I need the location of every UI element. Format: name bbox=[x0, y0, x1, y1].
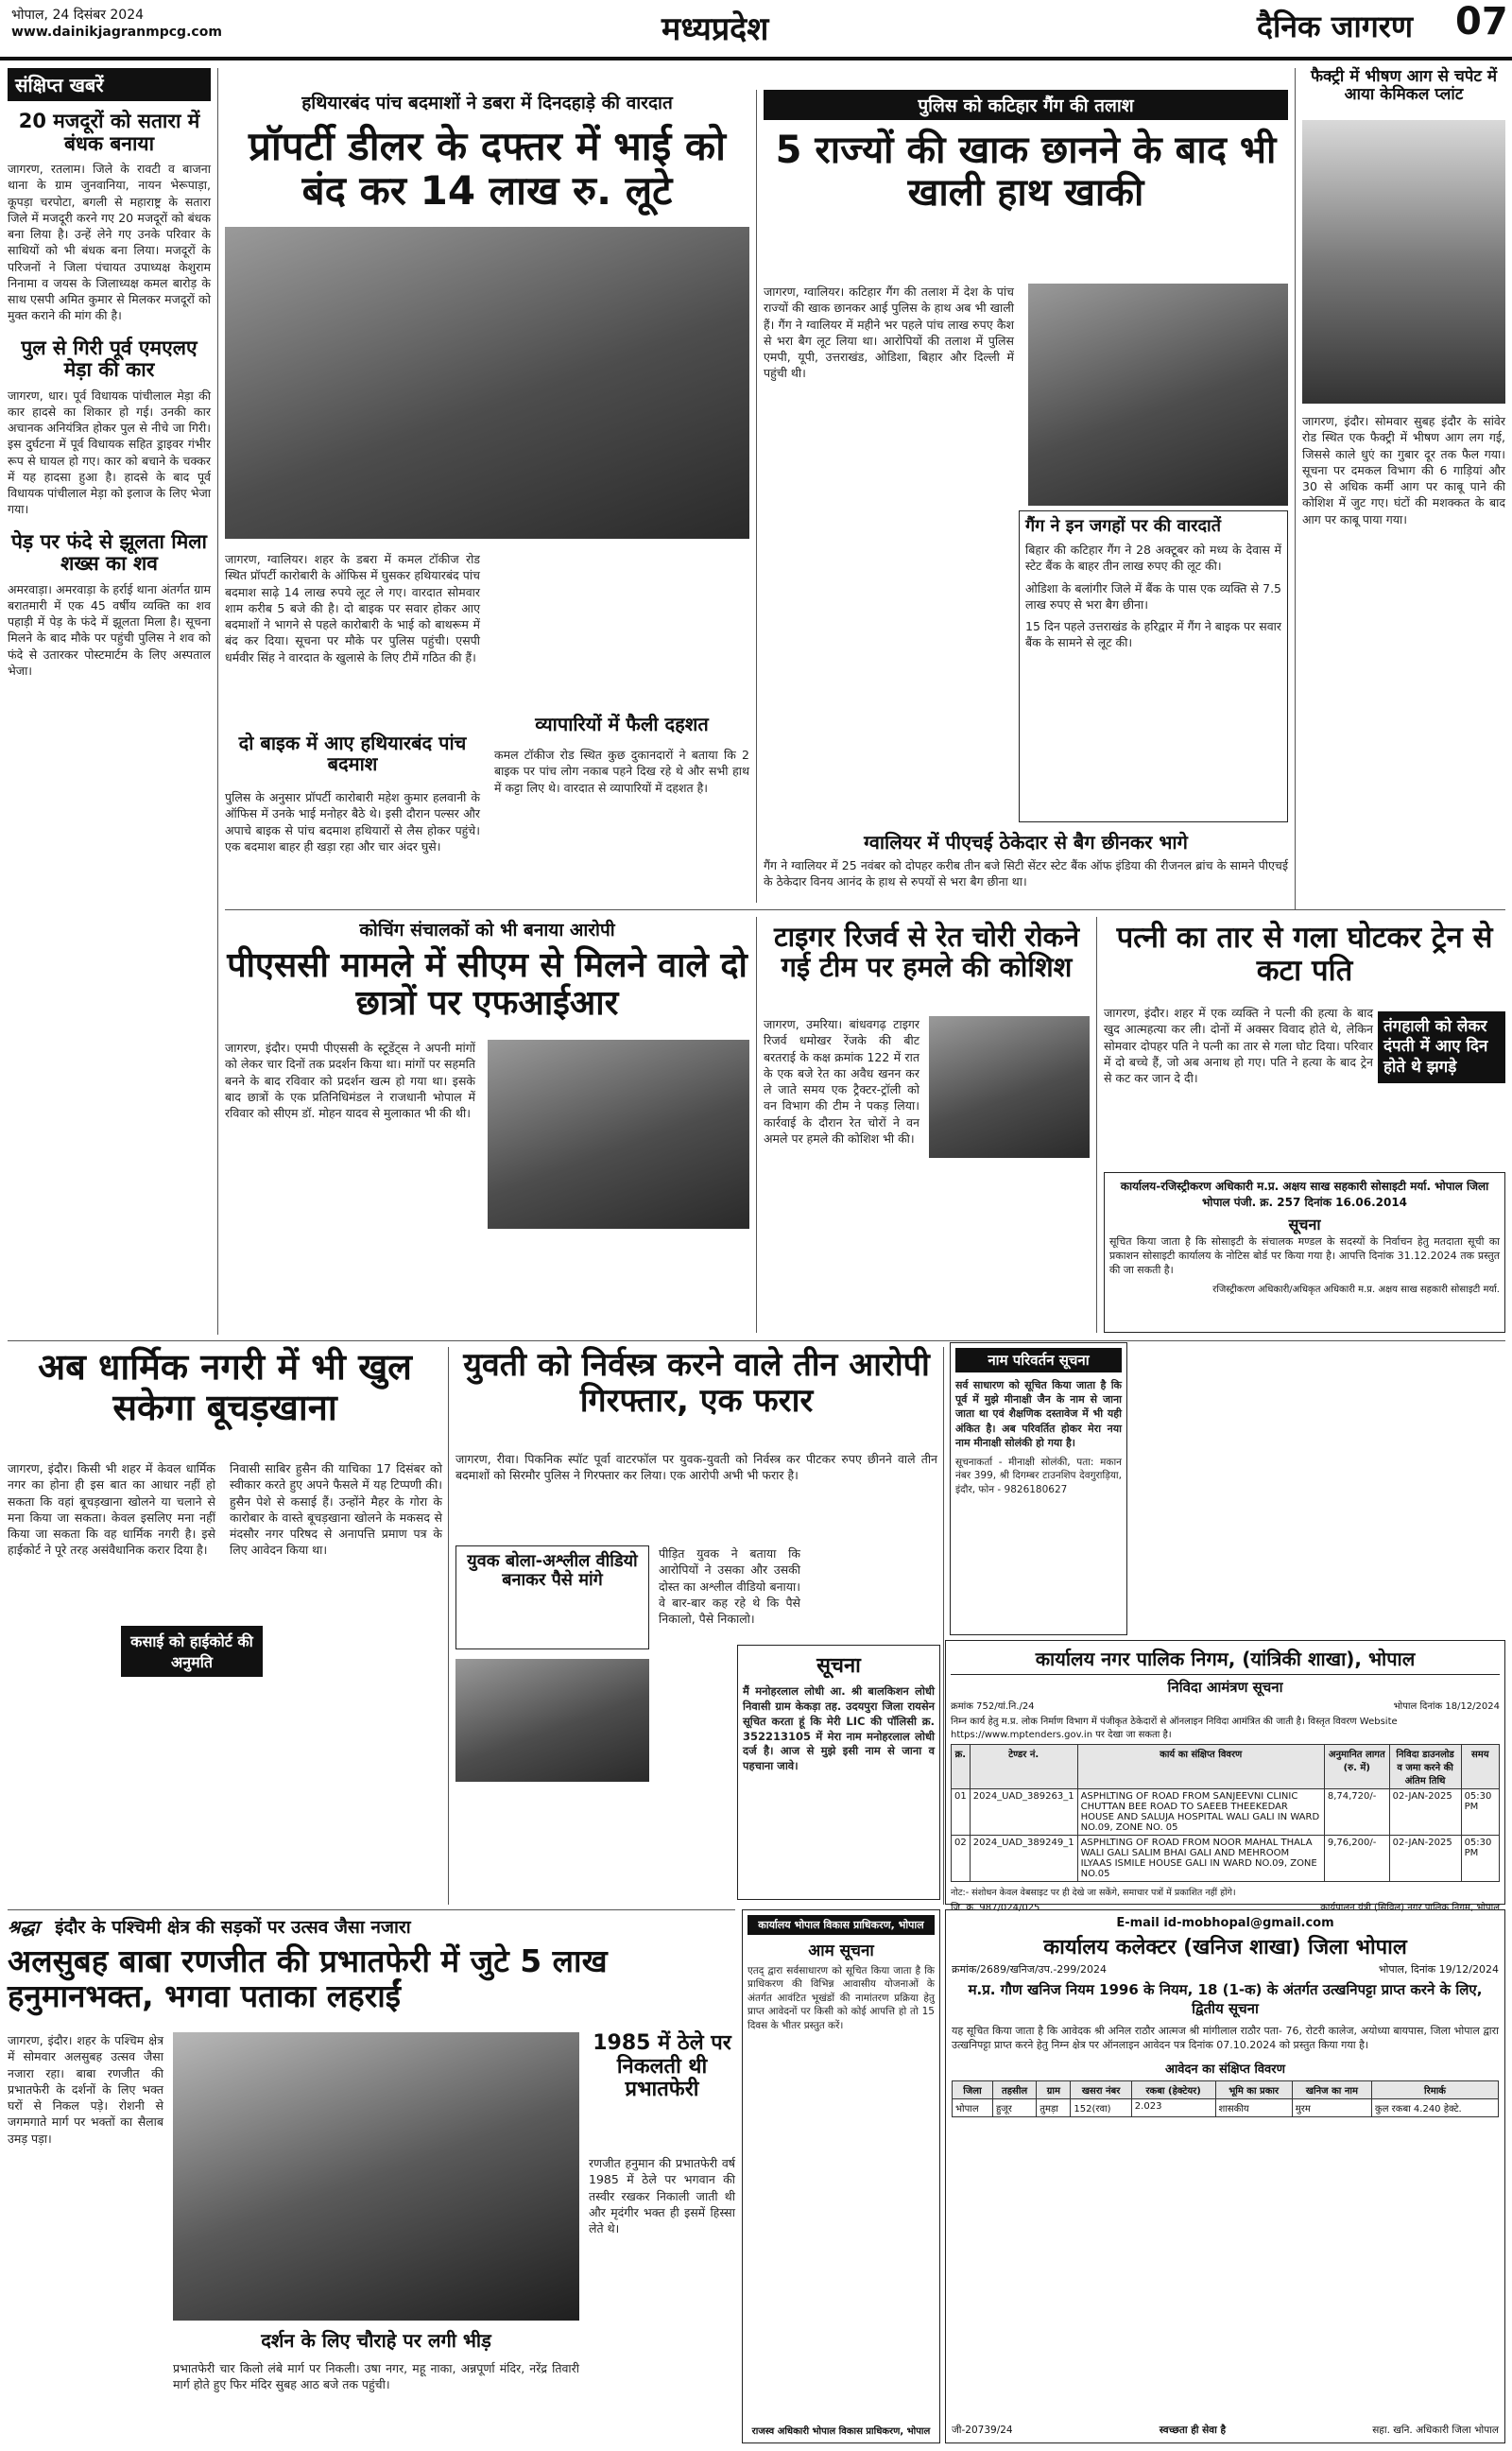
box-item: ओडिशा के बलांगीर जिले में बैंक के पास एक व्यक्ति से 7.5 लाख रुपए से भरा बैग छीना। bbox=[1025, 580, 1281, 612]
divider bbox=[217, 68, 218, 1335]
tender-intro: निम्न कार्य हेतु म.प्र. लोक निर्माण विभाग में पंजीकृत ठेकेदारों से ऑनलाइन निविदा आमंत्रित की जाती है। विस्तृत विवरण Website https://www.mptenders.gov.in पर देखा जा सकता है। bbox=[951, 1717, 1398, 1740]
story-headline: युवती को निर्वस्त्र करने वाले तीन आरोपी गिरफ्तार, एक फरार bbox=[463, 1346, 930, 1421]
tender-ref: क्रमांक 752/यां.नि./24 bbox=[951, 1701, 1035, 1712]
table-header: अनुमानित लागत (रु. में) bbox=[1324, 1745, 1389, 1789]
tender-notice bbox=[945, 1640, 1505, 1913]
divider bbox=[8, 1340, 1505, 1341]
tender-ref-row bbox=[951, 1699, 1500, 1712]
story-body: जागरण, इंदौर। एमपी पीएससी के स्टूडेंट्स ने अपनी मांगों को लेकर चार दिनों तक प्रदर्शन किया था। मांगों पर सहमति बनने के बाद रविवार को प्रदर्शन खत्म हो गया था। इसके बाद छात्रों के एक प्रतिनिधिमंडल ने राजधानी भोपाल में रविवार को सीएम डॉ. मोहन यादव से मुलाकात भी की थी। bbox=[225, 1041, 475, 1120]
table-cell: हुजूर bbox=[992, 2099, 1036, 2117]
story-factory-fire bbox=[1302, 68, 1505, 909]
notice-date: भोपाल, दिनांक 19/12/2024 bbox=[1378, 1963, 1499, 1976]
story-prabhatferi bbox=[8, 1914, 735, 2443]
story-subheadline: युवक बोला-अश्लील वीडियो बनाकर पैसे मांगे bbox=[467, 1551, 638, 1591]
name-change-notice bbox=[950, 1342, 1127, 1635]
collector-mining-notice bbox=[945, 1909, 1505, 2443]
notice-office: कार्यालय कलेक्टर (खनिज शाखा) जिला भोपाल bbox=[1043, 1936, 1407, 1959]
story-headline: पीएससी मामले में सीएम से मिलने वाले दो छात्रों पर एफआईआर bbox=[227, 946, 747, 1024]
bda-notice bbox=[742, 1909, 940, 2443]
divider bbox=[1295, 68, 1296, 909]
table-cell: कुल रकबा 4.240 हेक्टे. bbox=[1372, 2099, 1499, 2117]
society-notice bbox=[1104, 1172, 1505, 1333]
story-body: जागरण, ग्वालियर। शहर के डबरा में कमल टॉकीज रोड स्थित प्रॉपर्टी कारोबारी के ऑफिस में घुसकर हथियारबंद पांच बदमाश साढ़े 14 लाख रुपये लूट ले गए। वारदात सोमवार शाम करीब 5 बजे की है। दो बाइक पर सवार होकर आए बदमाशों ने भागने से पहले कारोबारी के भाई को बाथरूम में बंद कर दिया। सूचना पर मौके पर पुलिस पहुंची। एसपी धर्मवीर सिंह ने वारदात के खुलासे के लिए टीमें गठित की हैं। bbox=[225, 552, 480, 665]
story-tiger-reserve bbox=[764, 922, 1090, 1333]
masthead-rule bbox=[0, 57, 1512, 60]
tender-table bbox=[951, 1744, 1500, 1882]
crime-scene-photo bbox=[225, 227, 749, 539]
story-body: जागरण, रीवा। पिकनिक स्पॉट पूर्वा वाटरफॉल पर युवक-युवती को निर्वस्त्र कर पीटकर रुपए छीनने वाले तीन बदमाशों को सिरमौर पुलिस ने गिरफ्तार कर लिया। एक आरोपी अभी भी फरार है। bbox=[455, 1452, 937, 1483]
tractor-photo bbox=[929, 1016, 1090, 1158]
table-cell: 02-JAN-2025 bbox=[1389, 1789, 1461, 1836]
story-subheadline: दर्शन के लिए चौराहे पर लगी भीड़ bbox=[261, 2329, 491, 2352]
story-body: जागरण, उमरिया। बांधवगढ़ टाइगर रिजर्व धमोखर रेंजके की बीट बरतराई के कक्ष क्रमांक 122 में रात के एक बजे रेत का अवैध खनन कर ले जाते समय एक ट्रैक्टर-ट्रॉली को वन विभाग की टीम ने पकड़ लिया। कार्रवाई के दौरान रेत चोरों ने वन अमले पर हमले की कोशिश भी की। bbox=[764, 1017, 919, 1146]
notice-title: सूचना bbox=[816, 1654, 861, 1678]
table-header: टेण्डर नं. bbox=[970, 1745, 1077, 1789]
story-sub-body: गैंग ने ग्वालियर में 25 नवंबर को दोपहर करीब तीन बजे सिटी सेंटर स्टेट बैंक ऑफ इंडिया की रीजनल ब्रांच के सामने पीएचई के ठेकेदार विनय आनंद के हाथ से रुपयों से भरा बैग छीना था। bbox=[764, 858, 1288, 889]
table-header: रिमार्क bbox=[1372, 2081, 1499, 2099]
story-slaughterhouse bbox=[8, 1347, 442, 1905]
brief-2-body: जागरण, धार। पूर्व विधायक पांचीलाल मेड़ा की कार हादसे का शिकार हो गई। उनकी कार अचानक अनियंत्रित होकर पुल से नीचे जा गिरी। इस दुर्घटना में पूर्व विधायक सहित ड्राइवर गंभीर रूप से घायल हो गए। कार को बचाने के चक्कर में यह हादसा हुआ है। हादसे के बाद पूर्व विधायक पांचीलाल मेड़ा को इलाज के लिए भेजा गया। bbox=[8, 388, 211, 517]
table-header-row bbox=[953, 2081, 1499, 2099]
notice-body: सर्व साधारण को सूचित किया जाता है कि पूर्व में मुझे मीनाक्षी जैन के नाम से जाना जाता था एवं शैक्षणिक दस्तावेज में भी यही अंकित है। अब परिवर्तित होकर मेरा नया नाम मीनाक्षी सोलंकी हो गया है। bbox=[955, 1379, 1122, 1449]
story-kicker: इंदौर के पश्चिमी क्षेत्र की सड़कों पर उत्सव जैसा नजारा bbox=[55, 1917, 411, 1938]
table-row bbox=[952, 1836, 1500, 1882]
suspects-photo bbox=[1028, 284, 1288, 506]
table-cell: 01 bbox=[952, 1789, 971, 1836]
table-header: रकबा (हेक्टेयर) bbox=[1131, 2081, 1215, 2099]
divider bbox=[448, 1347, 449, 1905]
notice-heading: सूचना bbox=[1288, 1216, 1321, 1234]
story-headline: अब धार्मिक नगरी में भी खुल सकेगा बूचड़खाना bbox=[38, 1346, 412, 1428]
table-cell: 02-JAN-2025 bbox=[1389, 1836, 1461, 1882]
notice-body: मैं मनोहरलाल लोधी आ. श्री बालकिशन लोधी निवासी ग्राम केकड़ा तह. उदयपुरा जिला रायसेन सूचित करता हूं कि मेरी LIC की पॉलिसी क्र. 352213105 में मेरा नाम मनोहरलाल लोधी दर्ज है। आज से मुझे इसी नाम से जाना व पहचाना जावे। bbox=[743, 1684, 935, 1773]
divider bbox=[1096, 917, 1097, 1333]
notice-heading: आम सूचना bbox=[808, 1942, 874, 1960]
notice-body: सूचित किया जाता है कि सोसाइटी के संचालक मण्डल के सदस्यों के निर्वाचन हेतु मतदाता सूची का प्रकाशन सोसाइटी कार्यालय के नोटिस बोर्ड पर किया गया है। आपत्ति दिनांक 31.12.2024 तक प्रस्तुत की जा सकती है। bbox=[1109, 1235, 1500, 1277]
box-item: 15 दिन पहले उत्तराखंड के हरिद्वार में गैंग ने बाइक पर सवार बैंक के सामने से लूट की। bbox=[1025, 619, 1281, 650]
divider bbox=[756, 90, 757, 903]
table-header-row bbox=[952, 1745, 1500, 1789]
story-katihar-gang bbox=[764, 90, 1288, 903]
box-item: बिहार की कटिहार गैंग ने 28 अक्टूबर को मध्य के देवास में स्टेट बैंक के बाहर तीन लाख रुपए की लूट की। bbox=[1025, 543, 1281, 574]
brief-3-body: अमरवाड़ा। अमरवाड़ा के हर्राई थाना अंतर्गत ग्राम बरातमारी में एक 45 वर्षीय व्यक्ति का शव पहाड़ी में पेड़ के फंदे में झूलता मिला है। सूचना मिलने के बाद मौके पर पहुंची पुलिस ने शव को फंदे से उतारकर पोस्टमार्टम के लिए अस्पताल भेजा। bbox=[8, 581, 211, 678]
divider bbox=[8, 1909, 735, 1910]
tender-title: निविदा आमंत्रण सूचना bbox=[1167, 1679, 1283, 1696]
tender-signature: कार्यपालन यंत्री (सिविल) नगर पालिक निगम, भोपाल bbox=[1320, 1903, 1500, 1913]
notice-title: नाम परिवर्तन सूचना bbox=[955, 1348, 1122, 1372]
briefs-column bbox=[8, 68, 211, 1335]
lic-name-notice bbox=[737, 1645, 940, 1900]
table-header: निविदा डाउनलोड व जमा करने की अंतिम तिथि bbox=[1389, 1745, 1461, 1789]
notice-slogan: स्वच्छता ही सेवा है bbox=[1159, 2425, 1227, 2436]
notice-ref: क्रमांक/2689/खनिज/उप.-299/2024 bbox=[952, 1963, 1107, 1976]
table-header: क्र. bbox=[952, 1745, 971, 1789]
table-header: खनिज का नाम bbox=[1292, 2081, 1371, 2099]
masthead-date: भोपाल, 24 दिसंबर 2024 bbox=[11, 8, 145, 23]
accused-photo bbox=[455, 1659, 649, 1782]
notice-ref-row bbox=[952, 1962, 1499, 1976]
notice-signature: रजिस्ट्रीकरण अधिकारी/अधिकृत अधिकारी म.प्र. अक्षय साख सहकारी सोसाइटी मर्या. bbox=[1212, 1284, 1500, 1295]
table-cell: ASPHLTING OF ROAD FROM NOOR MAHAL THALA WALI GALI SALIM BHAI GALI AND MEHROOM ILYAAS ISMILE HOUSE GALI IN WARD NO.09, ZONE NO.05 bbox=[1077, 1836, 1324, 1882]
table-cell: 02 bbox=[952, 1836, 971, 1882]
masthead-paper-name: दैनिक जागरण bbox=[1257, 9, 1414, 44]
notice-contact: सूचनाकर्ता - मीनाक्षी सोलंकी, पता: मकान नंबर 399, श्री दिगम्बर टाउनशिप देवगुराड़िया, इंदौर, फोन - 9826180627 bbox=[955, 1456, 1122, 1495]
table-header: ग्राम bbox=[1037, 2081, 1071, 2099]
story-subheadline: दो बाइक में आए हथियारबंद पांच बदमाश bbox=[238, 732, 467, 776]
table-header: समय bbox=[1461, 1745, 1499, 1789]
notice-footer bbox=[952, 2424, 1499, 2437]
brief-2-headline: पुल से गिरी पूर्व एमएलए मेड़ा की कार bbox=[21, 336, 198, 382]
story-sub-body: प्रभातफेरी चार किलो लंबे मार्ग पर निकली। उषा नगर, महू नाका, अन्नपूर्णा मंदिर, नरेंद्र तिवारी मार्ग होते हुए फिर मंदिर सुबह आठ बजे तक पहुंची। bbox=[173, 2361, 579, 2392]
story-body: जागरण, इंदौर। शहर के पश्चिम क्षेत्र में सोमवार अलसुबह उत्सव जैसा नजारा रहा। बाबा रणजीत की प्रभातफेरी के दर्शनों के लिए भक्त घरों से निकल पड़े। रोशनी से जगमगाते मार्ग पर भक्तों का सैलाब उमड़ पड़ा। bbox=[8, 2033, 163, 2146]
table-cell: 2.023 bbox=[1131, 2099, 1215, 2117]
mining-table bbox=[952, 2080, 1499, 2117]
box-title: गैंग ने इन जगहों पर की वारदातें bbox=[1025, 516, 1221, 536]
table-cell: शासकीय bbox=[1215, 2099, 1292, 2117]
table-header: जिला bbox=[953, 2081, 993, 2099]
table-cell: 05:30 PM bbox=[1461, 1836, 1499, 1882]
kicker-prefix: श्रद्धा bbox=[8, 1917, 40, 1938]
story-side-headline: तंगहाली को लेकर दंपती में आए दिन होते थे झगड़े bbox=[1378, 1011, 1505, 1083]
story-kicker-row bbox=[8, 1914, 735, 1939]
incident-list-box bbox=[1019, 510, 1288, 822]
masthead bbox=[0, 0, 1512, 66]
story-body: जागरण, इंदौर। किसी भी शहर में केवल धार्मिक नगर का होना ही इस बात का आधार नहीं हो सकता कि वहां बूचड़खाना खोलने या चलाने से मना किया जा सकता। केवल इसलिए मना नहीं किया जा सकता कि वह धार्मिक नगरी है। इसे हाईकोर्ट ने पूरे तरह असंवैधानिक करार दिया है। bbox=[8, 1461, 215, 1558]
notice-signature: राजस्व अधिकारी भोपाल विकास प्राधिकरण, भोपाल bbox=[751, 2426, 931, 2437]
tender-note: नोट:- संशोधन केवल वेबसाइट पर ही देखे जा सकेंगे, समाचार पत्रों में प्रकाशित नहीं होंगे। bbox=[951, 1888, 1236, 1898]
story-psc-fir bbox=[225, 917, 749, 1333]
story-robbery bbox=[225, 90, 749, 903]
story-headline: टाइगर रिजर्व से रेत चोरी रोकने गई टीम पर हमले की कोशिश bbox=[773, 921, 1080, 984]
table-cell: 05:30 PM bbox=[1461, 1789, 1499, 1836]
story-sub-body: कमल टॉकीज रोड स्थित कुछ दुकानदारों ने बताया कि 2 बाइक पर पांच लोग नकाब पहने दिख रहे थे और सभी हाथ में कट्टा लिए थे। वारदात से व्यापारियों में दहशत है। bbox=[494, 748, 749, 795]
story-kicker: पुलिस को कटिहार गैंग की तलाश bbox=[764, 90, 1288, 120]
notice-title: कार्यालय-रजिस्ट्रीकरण अधिकारी म.प्र. अक्षय साख सहकारी सोसाइटी मर्या. भोपाल जिला भोपाल पंजी. क्र. 257 दिनांक 16.06.2014 bbox=[1120, 1180, 1489, 1209]
brief-1-body: जागरण, रतलाम। जिले के रावटी व बाजना थाना के ग्राम जुनवानिया, नायन भेरूपाड़ा, कूपड़ा चरपोटा, बगली से महाराष्ट्र के सतारा जिले में मजदूरी करने गए 20 मजदूरों को बंधक बना लिया है। उन्हें लेने गए उनके परिवार के साथियों को भी बंधक बना लिया। मजदूरों के परिजनों ने जिला पंचायत उपाध्यक्ष केशुराम निनामा व जयस के जिलाध्यक्ष कमल बारोड़ के साथ एसपी अमित कुमार से मिलकर मजदूरों को मुक्त कराने की मांग की है। bbox=[8, 162, 211, 323]
table-header: खसरा नंबर bbox=[1071, 2081, 1131, 2099]
story-headline: फैक्ट्री में भीषण आग से चपेट में आया केमिकल प्लांट bbox=[1310, 67, 1498, 105]
table-cell: भोपाल bbox=[953, 2099, 993, 2117]
masthead-website: www.dainikjagranmpcg.com bbox=[11, 25, 222, 40]
story-kicker: हथियारबंद पांच बदमाशों ने डबरा में दिनदहाड़े की वारदात bbox=[301, 93, 673, 113]
masthead-section-title: मध्यप्रदेश bbox=[662, 10, 769, 48]
story-body: जागरण, ग्वालियर। कटिहार गैंग की तलाश में देश के पांच राज्यों की खाक छानकर आई पुलिस के हाथ अब भी खाली हैं। गैंग ने ग्वालियर में महीने भर पहले पांच लाख रुपए कैश से भरा बैग लूट लिया था। आरोपियों की तलाश में पुलिस एमपी, यूपी, उत्तराखंड, ओडिशा, बिहार और दिल्ली में पहुंची थी। bbox=[764, 285, 1014, 381]
table-header: कार्य का संक्षिप्त विवरण bbox=[1077, 1745, 1324, 1789]
brief-3-headline: पेड़ पर फंदे से झूलता मिला शख्स का शव bbox=[11, 529, 207, 576]
fire-smoke-photo bbox=[1302, 120, 1505, 404]
divider bbox=[943, 1347, 944, 1905]
tender-date: भोपाल दिनांक 18/12/2024 bbox=[1393, 1701, 1500, 1712]
tender-code: जि. क्र. 987/024/025 bbox=[951, 1903, 1040, 1913]
table-header: भूमि का प्रकार bbox=[1215, 2081, 1292, 2099]
table-cell: 8,74,720/- bbox=[1324, 1789, 1389, 1836]
table-cell: तुमड़ा bbox=[1037, 2099, 1071, 2117]
table-title: आवेदन का संक्षिप्त विवरण bbox=[1165, 2063, 1285, 2078]
table-row bbox=[952, 1789, 1500, 1836]
notice-body: यह सूचित किया जाता है कि आवेदक श्री अनिल राठौर आत्मज श्री मांगीलाल राठौर पता- 76, रोटरी कालेज, अयोध्या बायपास, जिला भोपाल द्वारा उत्खनिपट्टा प्राप्त करने हेतु निम्न क्षेत्र पर ऑनलाइन आवेदन पत्र दिनांक 07.10.2024 को प्रस्तुत किया गया है। bbox=[952, 2025, 1499, 2052]
story-body: निवासी साबिर हुसैन की याचिका 17 दिसंबर को स्वीकार करते हुए अपने फैसले में यह टिप्पणी की। हुसैन पेशे से कसाई हैं। उन्होंने मैहर के गोरा के कारोबार के वास्ते बूचड़खाना खोलने के मकसद से मंदसौर नगर परिषद से अनापत्ति प्रमाण पत्र के लिए आवेदन किया था। bbox=[230, 1461, 442, 1558]
table-cell: ASPHLTING OF ROAD FROM SANJEEVNI CLINIC CHUTTAN BEE ROAD TO SAEEB THEEKEDAR HOUSE AND SALUJA HOSPITAL WALI GALI IN WARD NO.09, ZONE NO. 05 bbox=[1077, 1789, 1324, 1836]
story-inset bbox=[455, 1545, 649, 1649]
table-cell: मुरम bbox=[1292, 2099, 1371, 2117]
story-headline: प्रॉपर्टी डीलर के दफ्तर में भाई को बंद कर 14 लाख रु. लूटे bbox=[248, 123, 726, 215]
divider bbox=[225, 909, 1505, 910]
briefs-header: संक्षिप्त खबरें bbox=[8, 68, 211, 101]
story-sub-body: पुलिस के अनुसार प्रॉपर्टी कारोबारी महेश कुमार हलवानी के ऑफिस में उनके भाई मनोहर बैठे थे। इसी दौरान पल्सर और अपाचे बाइक से पांच बदमाश हथियारों से लैस होकर पहुंचे। एक बदमाश बाहर ही खड़ा रहा और चार अंदर घुसे। bbox=[225, 790, 480, 854]
table-row bbox=[953, 2099, 1499, 2117]
story-husband-wife bbox=[1104, 922, 1505, 1167]
notice-email: E-mail id-mobhopal@gmail.com bbox=[1116, 1916, 1334, 1930]
story-sub-body: पीड़ित युवक ने बताया कि आरोपियों ने उसका और उसकी दोस्त का अश्लील वीडियो बनाया। वे बार-बार कह रहे थे कि पैसे निकालो, पैसे निकालो। bbox=[659, 1546, 800, 1626]
masthead-page-number: 07 bbox=[1455, 0, 1508, 43]
story-subheadline: व्यापारियों में फैली दहशत bbox=[535, 713, 709, 735]
story-subheadline: ग्वालियर में पीएचई ठेकेदार से बैग छीनकर भागे bbox=[864, 831, 1188, 854]
table-cell: 2024_UAD_389249_1 bbox=[970, 1836, 1077, 1882]
notice-body: एतद् द्वारा सर्वसाधारण को सूचित किया जाता है कि प्राधिकरण की विभिन्न आवासीय योजनाओं के अंतर्गत आवंटित भूखंडों की नामांतरण प्रक्रिया हेतु प्राप्त आवेदनों पर किसी को कोई आपत्ति हो तो 15 दिवस के भीतर प्रस्तुत करें। bbox=[747, 1965, 935, 2031]
notice-title: म.प्र. गौण खनिज नियम 1996 के नियम, 18 (1-क) के अंतर्गत उत्खनिपट्टा प्राप्त करने के लिए, द्वितीय सूचना bbox=[968, 1981, 1483, 2017]
table-cell: 9,76,200/- bbox=[1324, 1836, 1389, 1882]
brief-1-headline: 20 मजदूरों को सतारा में बंधक बनाया bbox=[18, 110, 200, 155]
tender-office: कार्यालय नगर पालिक निगम, (यांत्रिकी शाखा), भोपाल bbox=[951, 1646, 1500, 1675]
procession-photo bbox=[173, 2032, 579, 2321]
story-kicker: कोचिंग संचालकों को भी बनाया आरोपी bbox=[359, 920, 615, 941]
student-protest-photo bbox=[488, 1040, 749, 1229]
divider bbox=[756, 917, 757, 1333]
story-inset-headline: कसाई को हाईकोर्ट की अनुमति bbox=[121, 1626, 263, 1677]
story-side-headline: 1985 में ठेले पर निकलती थी प्रभातफेरी bbox=[593, 2031, 731, 2102]
notice-title: कार्यालय भोपाल विकास प्राधिकरण, भोपाल bbox=[747, 1915, 935, 1935]
story-side-body: रणजीत हनुमान की प्रभातफेरी वर्ष 1985 में ठेले पर भगवान की तस्वीर रखकर निकाली जाती थी और मृदंगीर भक्त ही इसमें हिस्सा लेते थे। bbox=[589, 2156, 735, 2235]
story-body: जागरण, इंदौर। सोमवार सुबह इंदौर के सांवेर रोड स्थित एक फैक्ट्री में भीषण आग लग गई, जिससे काले धुएं का गुबार दूर तक फैल गया। सूचना पर दमकल विभाग की 6 गाड़ियां और 30 से अधिक कर्मी आग पर काबू पाने की कोशिश में जुट गए। घंटों की मशक्कत के बाद आग पर काबू पाया गया। bbox=[1302, 414, 1505, 526]
table-cell: 152(रवा) bbox=[1071, 2099, 1131, 2117]
notice-code: जी-20739/24 bbox=[952, 2425, 1013, 2436]
story-body: जागरण, इंदौर। शहर में एक व्यक्ति ने पत्नी की हत्या के बाद खुद आत्महत्या कर ली। दोनों में अक्सर विवाद होते थे, लेकिन सोमवार दोपहर पति ने पत्नी का तार से गला घोट दिया। परिवार में दो बच्चे हैं, जो अब अनाथ हो गए। पति ने हत्या के बाद ट्रेन से कट कर जान दे दी। bbox=[1104, 1006, 1373, 1085]
story-headline: अलसुबह बाबा रणजीत की प्रभातफेरी में जुटे 5 लाख हनुमानभक्त, भगवा पताका लहराईं bbox=[8, 1942, 608, 2014]
notice-signature: सहा. खनि. अधिकारी जिला भोपाल bbox=[1372, 2425, 1499, 2436]
table-cell: 2024_UAD_389263_1 bbox=[970, 1789, 1077, 1836]
story-headline: 5 राज्यों की खाक छानने के बाद भी खाली हाथ खाकी bbox=[775, 129, 1277, 215]
story-headline: पत्नी का तार से गला घोटकर ट्रेन से कटा पति bbox=[1116, 921, 1493, 988]
table-header: तहसील bbox=[992, 2081, 1036, 2099]
